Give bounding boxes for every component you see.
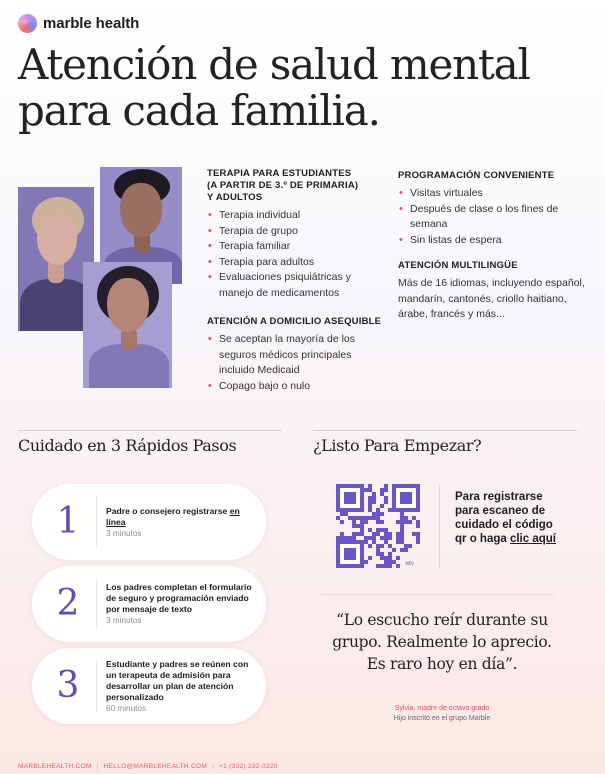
divider bbox=[96, 660, 97, 712]
list-item: • Después de clase o los fines de semana bbox=[398, 202, 578, 233]
affordable-list bbox=[207, 332, 387, 394]
divider bbox=[322, 594, 554, 595]
multilingual-section bbox=[398, 260, 586, 323]
start-section-title: ¿Listo Para Empezar? bbox=[313, 436, 482, 455]
therapy-section bbox=[207, 168, 387, 301]
step-card-2 bbox=[32, 566, 266, 642]
scheduling-title: PROGRAMACIÓN CONVENIENTE bbox=[398, 170, 555, 181]
multilingual-title: ATENCIÓN MULTILINGÜE bbox=[398, 260, 518, 271]
step-card-1 bbox=[32, 484, 266, 560]
click-here-link[interactable]: clic aquí bbox=[509, 533, 556, 545]
step-time: 3 minutos bbox=[106, 528, 142, 538]
divider bbox=[96, 578, 97, 630]
step-card-3 bbox=[32, 648, 266, 724]
step-text: Los padres completan el formulario de seguro y programación enviado por mensaje de texto bbox=[106, 582, 252, 614]
list-item: • Terapia individual bbox=[207, 208, 387, 224]
list-item: • Terapia familiar bbox=[207, 239, 387, 255]
footer-phone[interactable]: +1 (332) 232-0220 bbox=[219, 763, 278, 770]
page-headline: Atención de salud mental para cada familia. bbox=[18, 40, 530, 135]
brand-logo[interactable] bbox=[18, 14, 139, 33]
therapy-list bbox=[207, 208, 387, 301]
step-text: Estudiante y padres se reúnen con un terapeuta de admisión para desarrollar un plan de atención personalizado bbox=[106, 658, 249, 702]
qr-label: billy bbox=[405, 561, 414, 567]
testimonial-detail: Hijo inscrito en el grupo Marble bbox=[393, 715, 491, 722]
testimonial-quote: “Lo escucho reír durante su grupo. Realmente lo aprecio. Es raro hoy en día”. bbox=[332, 611, 552, 673]
divider bbox=[96, 496, 97, 548]
brand-name: marble health bbox=[43, 15, 140, 32]
step-number: 3 bbox=[56, 665, 80, 706]
scheduling-list bbox=[398, 186, 578, 248]
footer-website-link[interactable]: MARBLEHEALTH.COM bbox=[18, 763, 92, 770]
testimonial-author: Sylvia, madre de octavo grado bbox=[394, 705, 490, 712]
student-photo-3 bbox=[83, 262, 172, 388]
list-item: • Terapia para adultos bbox=[207, 255, 387, 271]
divider bbox=[313, 430, 577, 431]
scheduling-section bbox=[398, 170, 578, 248]
list-item: • Copago bajo o nulo bbox=[207, 379, 387, 395]
qr-code-icon[interactable] bbox=[336, 484, 420, 568]
affordable-section bbox=[207, 316, 387, 394]
divider bbox=[439, 485, 440, 569]
list-item: • Terapia de grupo bbox=[207, 224, 387, 240]
affordable-title: ATENCIÓN A DOMICILIO ASEQUIBLE bbox=[207, 316, 382, 327]
step-number: 2 bbox=[56, 583, 80, 624]
step-number: 1 bbox=[56, 501, 80, 542]
step-time: 3 minutos bbox=[106, 616, 142, 625]
register-online-link[interactable]: en línea bbox=[106, 505, 240, 527]
footer-email-link[interactable]: HELLO@MARBLEHEALTH.COM bbox=[103, 763, 208, 770]
step-text: Padre o consejero registrarse en línea bbox=[106, 505, 240, 527]
footer: MARBLEHEALTH.COM | HELLO@MARBLEHEALTH.COM | +1 (332) 232-0220 bbox=[18, 763, 278, 770]
signup-cta: Para registrarse para escaneo de cuidado el código qr o haga clic aquí bbox=[455, 491, 556, 545]
marble-logo-icon bbox=[18, 14, 37, 33]
divider bbox=[18, 430, 282, 431]
list-item: • Se aceptan la mayoría de los seguros médicos principales incluido Medicaid bbox=[207, 332, 379, 379]
list-item: • Sin listas de espera bbox=[398, 233, 578, 249]
list-item: • Evaluaciones psiquiátricas y manejo de medicamentos bbox=[207, 270, 374, 301]
step-time: 60 minutos bbox=[106, 703, 147, 713]
list-item: • Visitas virtuales bbox=[398, 186, 578, 202]
steps-section-title: Cuidado en 3 Rápidos Pasos bbox=[18, 436, 237, 455]
multilingual-text: Más de 16 idiomas, incluyendo español, mandarín, cantonés, criollo haitiano, árabe, francés y más... bbox=[398, 277, 585, 320]
therapy-title: TERAPIA PARA ESTUDIANTES (A PARTIR DE 3.º DE PRIMARIA) Y ADULTOS bbox=[207, 168, 359, 203]
